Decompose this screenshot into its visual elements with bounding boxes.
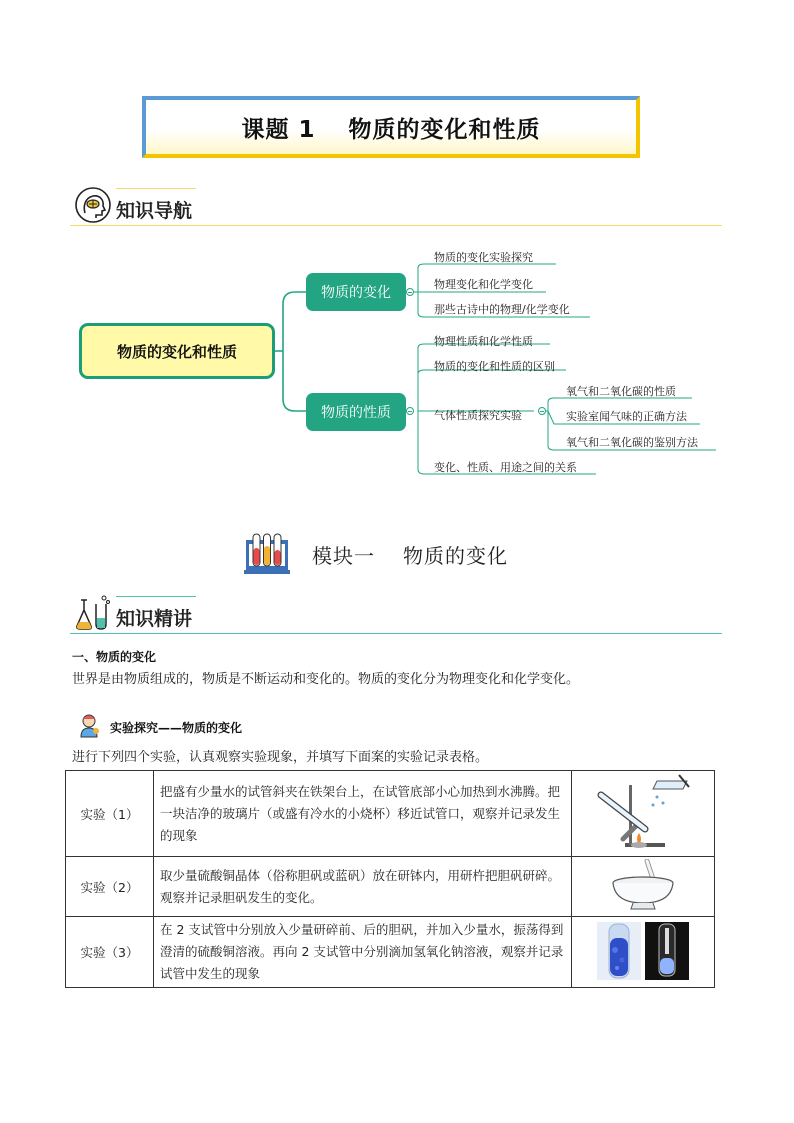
- mortar-pestle-illustration: [603, 859, 683, 911]
- table-row: [66, 771, 715, 857]
- table-row: [66, 917, 715, 988]
- test-tube-rack-icon: [244, 530, 290, 576]
- mindmap-leaf: 那些古诗中的物理/化学变化: [434, 303, 570, 316]
- collapse-toggle-icon: [406, 288, 414, 296]
- intro-paragraph: 世界是由物质组成的，物质是不断运动和变化的。物质的变化分为物理变化和化学变化。: [72, 672, 580, 687]
- table-row: [66, 857, 715, 917]
- collapse-toggle-icon: [538, 407, 546, 415]
- mindmap-leaf: 物理性质和化学性质: [434, 335, 533, 348]
- scientist-icon: [76, 712, 102, 738]
- experiment-name: 实验（2）: [66, 857, 154, 917]
- mindmap-leaf: 物质的变化实验探究: [434, 251, 533, 264]
- content-heading: 一、物质的变化: [72, 650, 157, 664]
- mindmap-subleaf: 氧气和二氧化碳的鉴别方法: [566, 436, 698, 449]
- mindmap-subleaf: 氧气和二氧化碳的性质: [566, 385, 676, 398]
- copper-sulfate-photo-illustration: [595, 920, 691, 982]
- mindmap-branch-property: 物质的性质: [306, 393, 406, 431]
- module-prefix: 模块一: [312, 544, 375, 568]
- mindmap-leaf: 气体性质探究实验: [434, 409, 522, 422]
- mindmap-root: 物质的变化和性质: [79, 323, 275, 379]
- experiment-section-title: 实验探究——物质的变化: [110, 721, 243, 735]
- section-nav-label: 知识导航: [116, 200, 193, 222]
- experiment-name: 实验（3）: [66, 917, 154, 988]
- lesson-title: 课题 1 物质的变化和性质: [241, 116, 541, 143]
- instruction-paragraph: 进行下列四个实验，认真观察实验现象，并填写下面案的实验记录表格。: [72, 750, 489, 765]
- experiment-table: [65, 770, 715, 988]
- heating-test-tube-illustration: [583, 773, 703, 851]
- module-name: 物质的变化: [403, 544, 508, 568]
- experiment-image-cell: [572, 857, 715, 917]
- experiment-name: 实验（1）: [66, 771, 154, 857]
- experiment-description: 在 2 支试管中分别放入少量研碎前、后的胆矾，并加入少量水，振荡得到澄清的硫酸铜溶液。再向 2 支试管中分别滴加氢氧化钠溶液，观察并记录试管中发生的现象: [154, 917, 572, 988]
- mindmap-subleaf: 实验室闻气味的正确方法: [566, 410, 687, 423]
- experiment-description: 取少量硫酸铜晶体（俗称胆矾或蓝矾）放在研钵内，用研杵把胆矾研碎。观察并记录胆矾发生的变化。: [154, 857, 572, 917]
- experiment-image-cell: [572, 917, 715, 988]
- experiment-image-cell: [572, 771, 715, 857]
- experiment-description: 把盛有少量水的试管斜夹在铁架台上，在试管底部小心加热到水沸腾。把一块洁净的玻璃片（或盛有冷水的小烧杯）移近试管口，观察并记录发生的现象: [154, 771, 572, 857]
- mindmap-leaf: 物理变化和化学变化: [434, 278, 533, 291]
- mindmap-leaf: 物质的变化和性质的区别: [434, 360, 555, 373]
- module-heading: [312, 540, 508, 569]
- section-lecture-label: 知识精讲: [116, 608, 193, 630]
- mindmap-branch-change: 物质的变化: [306, 273, 406, 311]
- lab-flasks-icon: [74, 594, 112, 632]
- collapse-toggle-icon: [406, 407, 414, 415]
- section-header-lecture: [70, 594, 722, 638]
- mindmap-leaf: 变化、性质、用途之间的关系: [434, 461, 577, 474]
